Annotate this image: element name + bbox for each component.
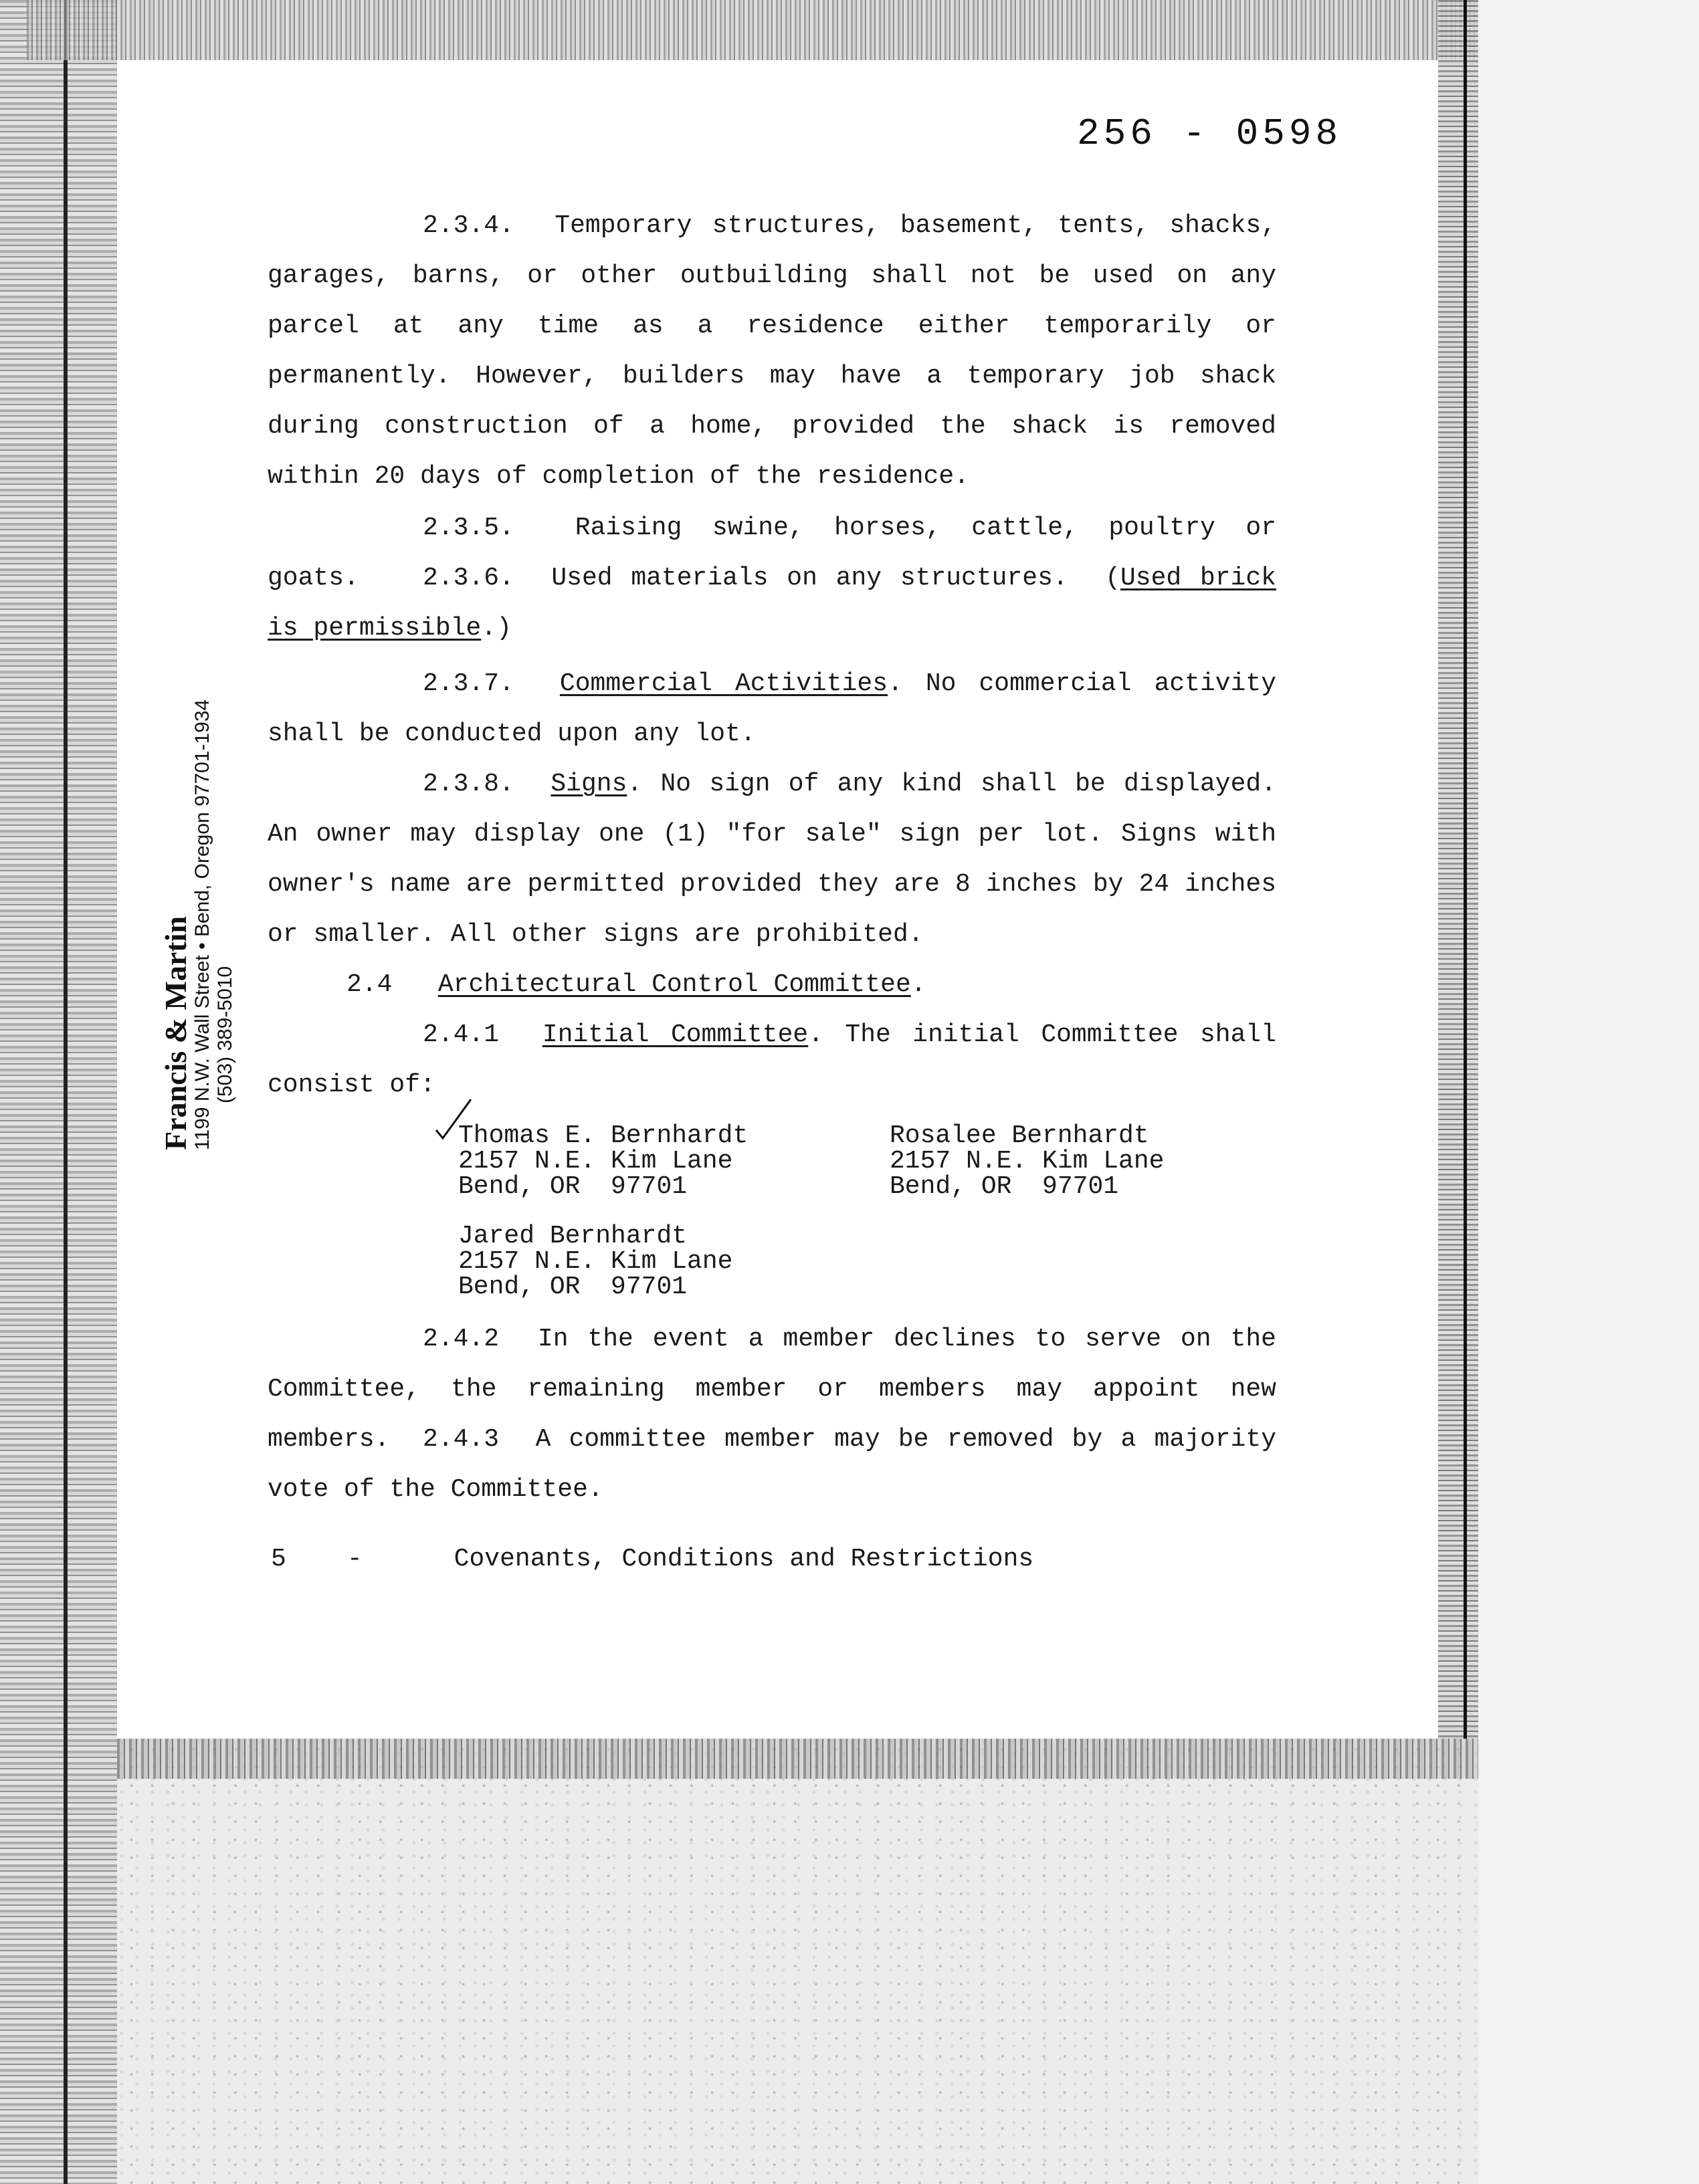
firm-name: Francis & Martin — [159, 915, 193, 1150]
section-number: 2.3.7. — [423, 669, 514, 698]
scan-bottom-band — [117, 1739, 1478, 1779]
paren-close: .) — [481, 614, 512, 643]
footer-dash: - — [347, 1545, 363, 1573]
committee-member-2 — [890, 1123, 1164, 1200]
member-name: Thomas E. Bernhardt — [458, 1121, 748, 1150]
firm-address: 1199 N.W. Wall Street • Bend, Oregon 97701-1934 — [191, 699, 213, 1150]
section-2-3-6 — [268, 553, 1276, 653]
section-number: 2.4.3 — [423, 1425, 500, 1454]
section-2-4-1 — [268, 1010, 1276, 1110]
section-text: . The initial Committee shall consist of: — [268, 1020, 1276, 1099]
section-number: 2.3.6. — [423, 564, 514, 592]
scan-top-border — [27, 0, 1478, 60]
page-footer — [271, 1545, 1033, 1573]
section-2-3-4 — [268, 201, 1276, 502]
section-2-3-8 — [268, 759, 1276, 960]
member-street: 2157 N.E. Kim Lane — [458, 1247, 733, 1276]
committee-member-1 — [458, 1123, 748, 1200]
section-number: 2.3.8. — [423, 770, 514, 798]
paren-open: ( — [1105, 564, 1120, 592]
section-number: 2.4.1 — [423, 1020, 500, 1049]
section-text: Temporary structures, basement, tents, shacks, garages, barns, or other outbuilding shall not be used on any parcel at any time as a residence either temporarily or permanently. However, builders may have a temporary job shack during construction of a home, provided the shack is removed within 20 days of completion of the residence. — [268, 211, 1276, 491]
firm-phone: (503) 389-5010 — [214, 966, 236, 1103]
member-street: 2157 N.E. Kim Lane — [458, 1147, 733, 1176]
member-name: Rosalee Bernhardt — [890, 1121, 1149, 1150]
member-city: Bend, OR 97701 — [890, 1172, 1119, 1201]
underlined-note: Used brick is permissible — [268, 564, 1276, 643]
section-text: . No sign of any kind shall be displayed. An owner may display one (1) "for sale" sign per lot. Signs with owner's name are permitted provided they are 8 inches by 24 inches or smaller. All other signs are prohibited. — [268, 770, 1277, 949]
section-heading: Initial Committee — [542, 1020, 809, 1049]
section-heading: Architectural Control Committee — [437, 970, 911, 999]
section-number: 2.4.2 — [423, 1325, 500, 1353]
footer-title: Covenants, Conditions and Restrictions — [454, 1545, 1034, 1573]
member-street: 2157 N.E. Kim Lane — [890, 1147, 1165, 1176]
page-number: 5 — [271, 1545, 286, 1573]
member-name: Jared Bernhardt — [458, 1222, 688, 1250]
law-firm-stamp — [161, 642, 241, 1150]
member-city: Bend, OR 97701 — [458, 1172, 688, 1201]
section-text: A committee member may be removed by a majority vote of the Committee. — [268, 1425, 1276, 1504]
scan-left-edge-line — [64, 0, 68, 2184]
scan-bottom-area — [117, 1739, 1478, 2184]
section-suffix: . — [910, 970, 926, 999]
member-city: Bend, OR 97701 — [458, 1273, 688, 1301]
section-number: 2.4 — [346, 970, 393, 999]
section-text: . No commercial activity shall be conducted upon any lot. — [268, 669, 1276, 748]
committee-member-3 — [458, 1224, 732, 1300]
section-number: 2.3.5. — [423, 514, 514, 542]
section-text: Raising swine, horses, cattle, poultry or goats. — [268, 514, 1277, 592]
section-heading: Signs — [551, 770, 627, 798]
section-text: Used materials on any structures. — [551, 564, 1068, 592]
section-2-3-7 — [268, 659, 1276, 759]
document-number: 256 - 0598 — [1077, 112, 1342, 155]
section-text: In the event a member declines to serve on the Committee, the remaining member or members may appoint new members. — [268, 1325, 1276, 1454]
section-number: 2.3.4. — [423, 211, 514, 240]
section-2-4 — [346, 960, 926, 1010]
scan-left-border — [0, 0, 117, 2184]
section-2-4-3 — [268, 1414, 1276, 1515]
section-heading: Commercial Activities — [559, 669, 888, 698]
